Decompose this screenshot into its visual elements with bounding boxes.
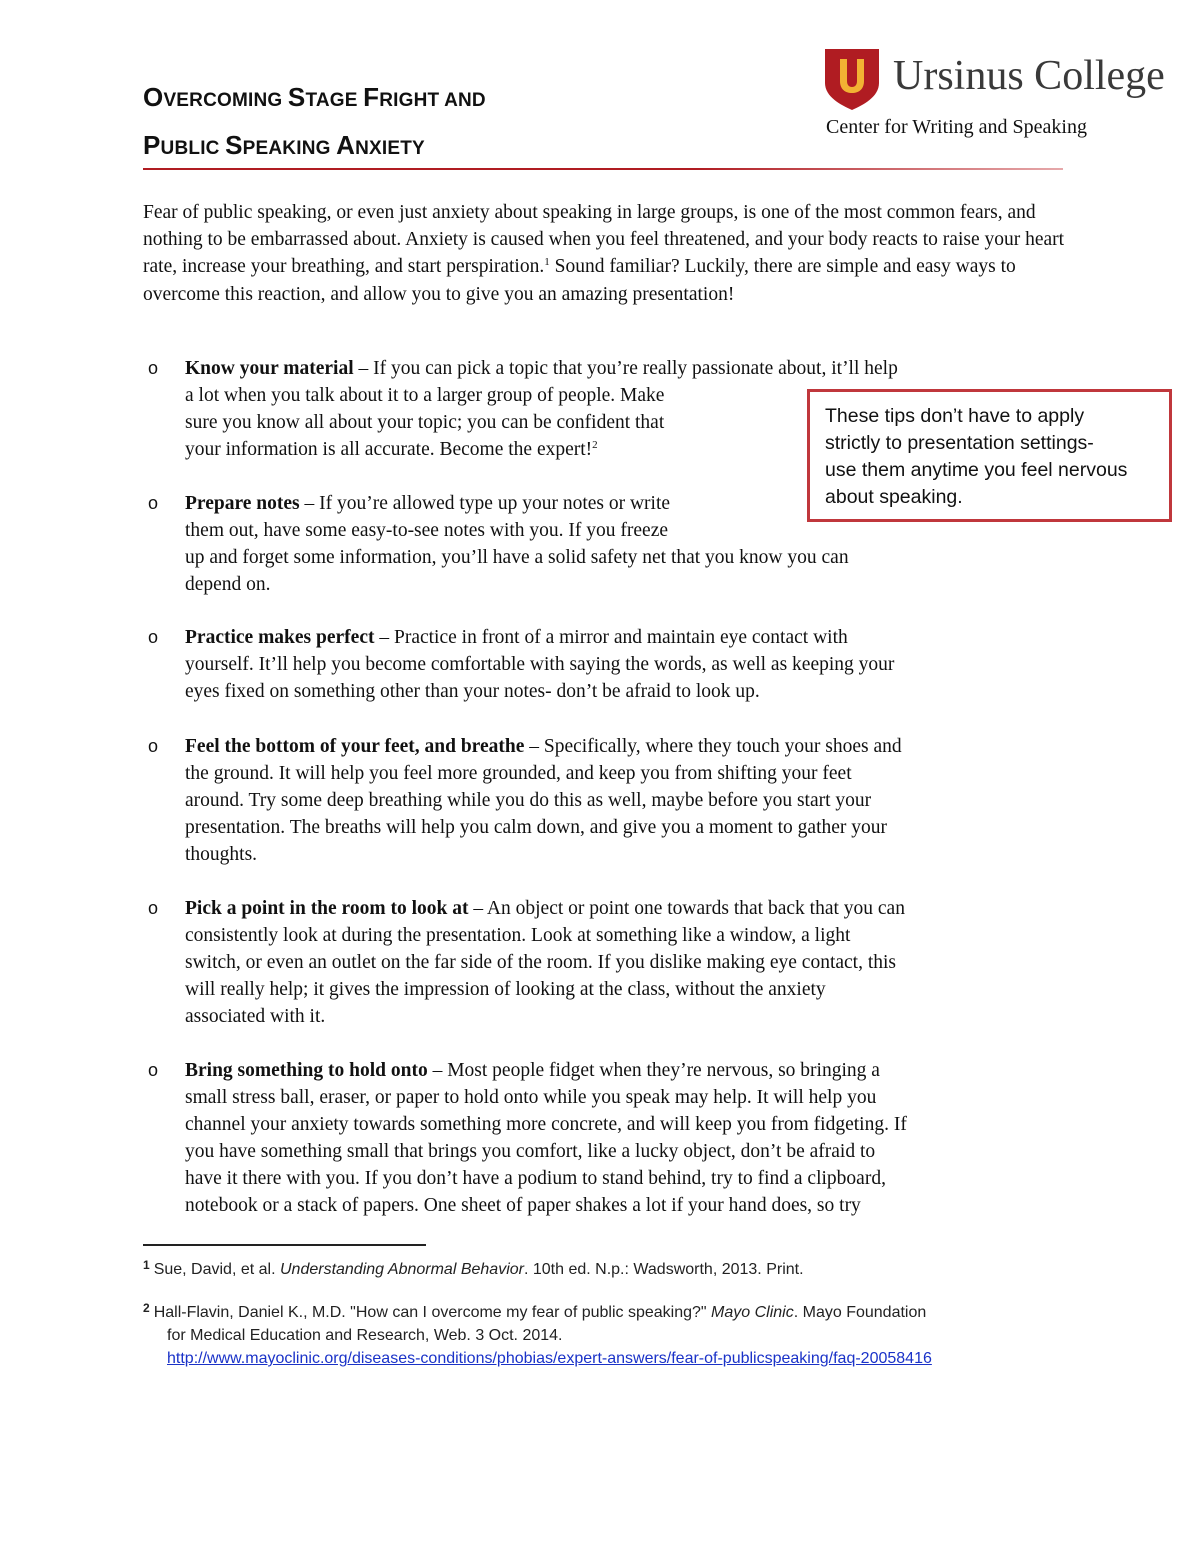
- tip-text: depend on.: [185, 574, 271, 595]
- tip-text: the ground. It will help you feel more grounded, and keep you from shifting your feet: [185, 763, 852, 784]
- tip-text: switch, or even an outlet on the far side of the room. If you dislike making eye contact, this: [185, 952, 897, 973]
- bullet-icon: o: [148, 736, 159, 756]
- tip-text: presentation. The breaths will help you calm down, and give you a moment to gather your: [185, 817, 888, 838]
- footnote-link[interactable]: http://www.mayoclinic.org/diseases-conditions/phobias/expert-answers/fear-of-publicspeaking/faq-20058416: [167, 1350, 932, 1367]
- center-subtitle: Center for Writing and Speaking: [826, 116, 1087, 138]
- ursinus-shield-logo-icon: [823, 47, 881, 111]
- title-word: STAGE: [287, 82, 364, 112]
- tip-text: up and forget some information, you’ll have a solid safety net that you know you can: [185, 547, 849, 568]
- footnote-text: for Medical Education and Research, Web. 3 Oct. 2014.: [167, 1327, 563, 1344]
- footnote-title: Mayo Clinic: [711, 1304, 794, 1321]
- tip-text: – If you can pick a topic that you’re really passionate about, it’ll help: [353, 358, 898, 379]
- intro-text-continued: Sound familiar? Luckily, there are simple and easy ways to overcome this reaction, and allow you to give you an amazing presentation!: [143, 256, 1016, 305]
- bullet-icon: o: [148, 898, 159, 918]
- tip-text: them out, have some easy-to-see notes with you. If you freeze: [185, 520, 669, 541]
- footnote-text: Hall-Flavin, Daniel K., M.D. "How can I overcome my fear of public speaking?": [153, 1304, 712, 1321]
- callout-text: [825, 403, 1127, 511]
- footnote-1: [143, 1258, 804, 1281]
- tip-text: channel your anxiety towards something more concrete, and will keep you from fidgeting. If: [185, 1114, 907, 1135]
- bullet-icon: o: [148, 1060, 159, 1080]
- footnote-number: 1: [143, 1258, 150, 1272]
- tip-text: associated with it.: [185, 1006, 326, 1027]
- bullet-icon: o: [148, 493, 159, 513]
- tip-text: yourself. It’ll help you become comfortable with saying the words, as well as keeping your: [185, 654, 895, 675]
- tip-text: – If you’re allowed type up your notes or write: [299, 493, 671, 514]
- footnote-text: Sue, David, et al.: [153, 1261, 280, 1278]
- callout-line: about speaking.: [825, 486, 963, 508]
- tip-text: eyes fixed on something other than your notes- don’t be afraid to look up.: [185, 681, 760, 702]
- tip-text: small stress ball, eraser, or paper to hold onto while you speak may help. It will help you: [185, 1087, 877, 1108]
- title-word: OVERCOMING: [143, 82, 288, 112]
- tip-text: notebook or a stack of papers. One sheet of paper shakes a lot if your hand does, so try: [185, 1195, 861, 1216]
- tip-heading: Pick a point in the room to look at: [185, 898, 469, 919]
- bullet-icon: o: [148, 358, 159, 378]
- tip-text: thoughts.: [185, 844, 258, 865]
- tip-text: – Most people fidget when they’re nervous, so bringing a: [427, 1060, 880, 1081]
- footnote-divider: [143, 1244, 426, 1246]
- tip-text: consistently look at during the presentation. Look at something like a window, a light: [185, 925, 851, 946]
- tip-text: a lot when you talk about it to a larger group of people. Make: [185, 385, 665, 406]
- title-word: ANXIETY: [336, 130, 425, 160]
- tip-text: have it there with you. If you don’t have a podium to stand behind, try to find a clipboard,: [185, 1168, 886, 1189]
- footnote-text: . 10th ed. N.p.: Wadsworth, 2013. Print.: [523, 1261, 804, 1278]
- page-title-line-2: [143, 130, 425, 161]
- tip-heading: Bring something to hold onto: [185, 1060, 428, 1081]
- callout-line: use them anytime you feel nervous: [825, 459, 1128, 481]
- footnote-2: [143, 1301, 932, 1370]
- title-word: SPEAKING: [225, 130, 337, 160]
- tip-text: – Practice in front of a mirror and maintain eye contact with: [374, 627, 848, 648]
- tip-heading: Prepare notes: [185, 493, 300, 514]
- tip-heading: Practice makes perfect: [185, 627, 375, 648]
- page-title-line-1: [143, 82, 486, 113]
- title-word: FRIGHT AND: [363, 82, 486, 112]
- intro-paragraph: [143, 199, 1068, 308]
- callout-line: These tips don’t have to apply: [825, 405, 1085, 427]
- intro-text: Fear of public speaking, or even just anxiety about speaking in large groups, is one of the most common fears, and nothing to be embarrassed about. Anxiety is caused when you feel threatened, and your body reacts to raise your heart rate, increase your breathing, and start perspiration.: [143, 202, 1065, 278]
- bullet-icon: o: [148, 627, 159, 647]
- college-name: Ursinus College: [893, 53, 1165, 99]
- header-divider: [143, 168, 1063, 170]
- title-word: PUBLIC: [143, 130, 226, 160]
- tip-text: your information is all accurate. Become the expert!: [185, 439, 593, 460]
- footnote-ref-1[interactable]: 1: [544, 256, 550, 269]
- tip-text: – Specifically, where they touch your shoes and: [524, 736, 902, 757]
- footnote-number: 2: [143, 1301, 150, 1315]
- footnote-text: . Mayo Foundation: [793, 1304, 927, 1321]
- tip-text: – An object or point one towards that back that you can: [468, 898, 905, 919]
- tips-callout-box: [807, 389, 1172, 522]
- tip-text: sure you know all about your topic; you can be confident that: [185, 412, 665, 433]
- tip-text: around. Try some deep breathing while you do this as well, maybe before you start your: [185, 790, 872, 811]
- tip-text: you have something small that brings you comfort, like a lucky object, don’t be afraid to: [185, 1141, 876, 1162]
- footnote-ref-2[interactable]: 2: [592, 439, 598, 451]
- footnote-title: Understanding Abnormal Behavior: [279, 1261, 524, 1278]
- callout-line: strictly to presentation settings-: [825, 432, 1094, 454]
- tip-text: will really help; it gives the impression of looking at the class, without the anxiety: [185, 979, 826, 1000]
- tip-heading: Know your material: [185, 358, 354, 379]
- tip-heading: Feel the bottom of your feet, and breathe: [185, 736, 525, 757]
